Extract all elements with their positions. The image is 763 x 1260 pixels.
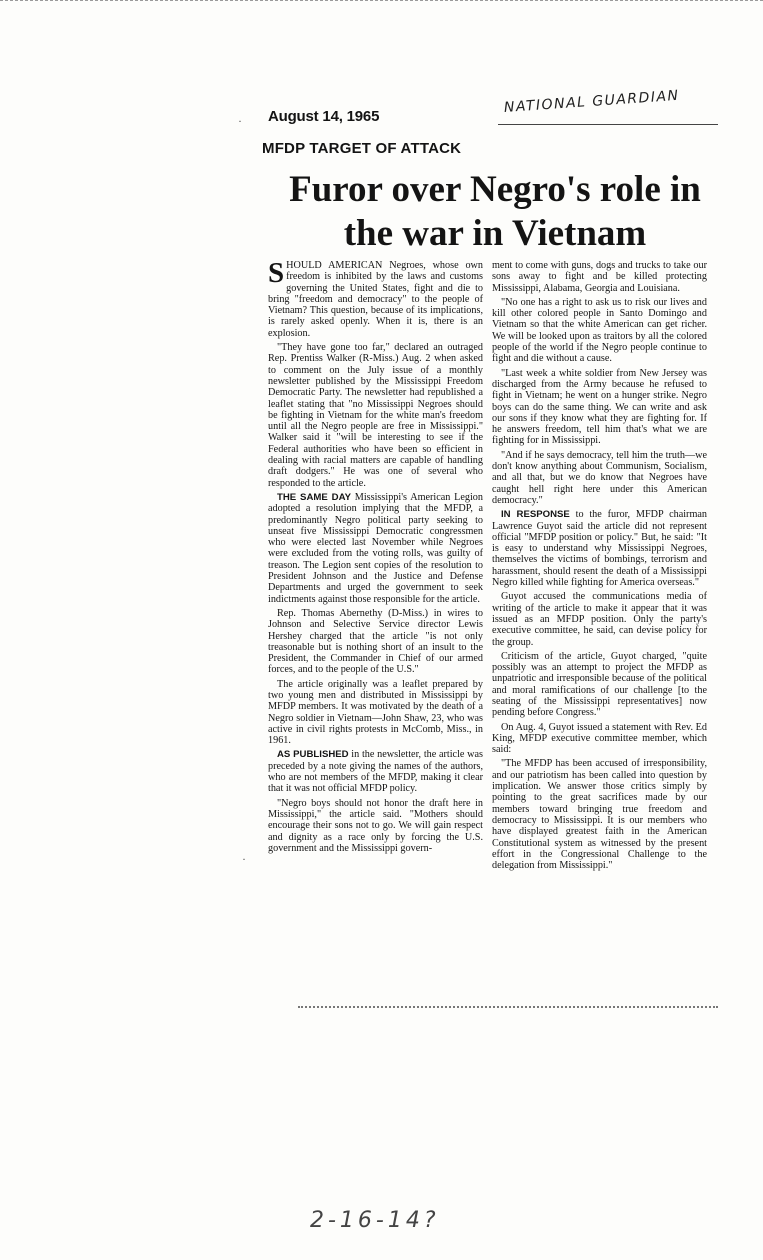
clipping-date: August 14, 1965 bbox=[268, 108, 380, 125]
article-paragraph: "The MFDP has been accused of irresponsibility, and our patriotism has been called into question by implication. We answer those critics simply by pointing to the great sacrifices made by our members toward bringing true freedom and democracy to Mississippi. It is our members who have displayed greatest faith in the American Constitutional system as witnessed by the present effort in the Congressional Challenge to the delegation from Mississippi." bbox=[492, 758, 707, 872]
article-paragraph: SHOULD AMERICAN Negroes, whose own freedom is inhibited by the laws and customs governing the United States, fight and die to bring "freedom and democracy" to the people of Vietnam? This question, because of its implications, is rarely asked openly. When it is, there is an explosion. bbox=[268, 257, 483, 339]
article-paragraph: Guyot accused the communications media of writing of the article to make it appear that it was issued as an MFDP position. Only the party's executive committee, he said, can devise policy for the group. bbox=[492, 591, 707, 648]
headline: Furor over Negro's role in the war in Vietnam bbox=[289, 169, 701, 254]
article-paragraph: "They have gone too far," declared an outraged Rep. Prentiss Walker (R-Miss.) Aug. 2 when asked to comment on the July issue of a monthly newsletter published by the Mississippi Freedom Democratic Party. The newsletter had republished a leaflet stating that "no Mississippi Negroes should be fighting in Vietnam for the white man's freedom until all the Negro people are free in Mississippi." Walker said it "will be interesting to see if the Federal authorities who have been so efficient in dealing with racial matters are capable of handling draft dodgers." He was one of several who responded to the article. bbox=[268, 342, 483, 489]
article-paragraph: Criticism of the article, Guyot charged, "quite possibly was an attempt to project the MFDP as unpatriotic and irresponsible because of the political and moral ramifications of our challenge [to the seating of the Mississippi representatives] now pending before Congress." bbox=[492, 650, 707, 719]
article-paragraph: Rep. Thomas Abernethy (D-Miss.) in wires to Johnson and Selective Service director Lewis Hershey charged that the article "is not only treasonable but is nothing short of an insult to the President, the Commander in Chief of our armed forces, and to the people of the U.S." bbox=[268, 607, 483, 676]
section-lead: AS PUBLISHED bbox=[277, 749, 349, 761]
clipping-bottom-rule bbox=[298, 1006, 718, 1008]
publication-handwritten-label: NATIONAL GUARDIAN bbox=[503, 87, 681, 116]
kicker-label: MFDP TARGET OF ATTACK bbox=[262, 140, 462, 157]
handwritten-number: 2-16-14? bbox=[310, 1208, 440, 1233]
crop-mark: · bbox=[242, 852, 246, 866]
article-paragraph: IN RESPONSE to the furor, MFDP chairman Lawrence Guyot said the article did not represent official "MFDP position or policy." But, he said: "It is easy to understand why Mississippi Negroes, themselves the victims of bombings, terrorism and harassment, should resent the death of a Mississippi Negro killed while fighting for America overseas." bbox=[492, 509, 707, 589]
article-paragraph: "Last week a white soldier from New Jersey was discharged from the Army because he refused to fight in Vietnam; he went on a hunger strike. Negro boys can do the same thing. We can write and ask our sons if they know what they are fighting for. If he answers freedom, tell him that's what we are fighting for in Mississippi. bbox=[492, 367, 707, 447]
drop-cap: S bbox=[268, 257, 285, 289]
section-lead: THE SAME DAY bbox=[277, 491, 352, 503]
article-left-column bbox=[268, 257, 483, 857]
article-paragraph: AS PUBLISHED in the newsletter, the article was preceded by a note giving the names of the authors, who are not members of the MFDP, making it clear that it was not official MFDP policy. bbox=[268, 749, 483, 795]
article-paragraph: "No one has a right to ask us to risk our lives and kill other colored people in Santo Domingo and Vietnam so that the white American can get richer. We will be looked upon as traitors by all the colored people of the world if the Negro people continue to fight and die without a cause. bbox=[492, 296, 707, 365]
article-paragraph: On Aug. 4, Guyot issued a statement with Rev. Ed King, MFDP executive committee member, which said: bbox=[492, 721, 707, 756]
crop-mark: · bbox=[238, 114, 242, 128]
article-paragraph: ment to come with guns, dogs and trucks to take our sons away to fight and be killed protecting Mississippi, Alabama, Georgia and Louisiana. bbox=[492, 260, 707, 294]
article-paragraph: "And if he says democracy, tell him the truth—we don't know anything about Communism, Socialism, and all that, but we do know that Negroes have caught hell right here under this American democracy." bbox=[492, 449, 707, 506]
newspaper-clipping bbox=[258, 87, 718, 1015]
article-paragraph: "Negro boys should not honor the draft here in Mississippi," the article said. "Mothers should encourage their sons not to go. We will gain respect and dignity as a race only by forcing the U.S. government and the Mississippi govern- bbox=[268, 797, 483, 854]
article-paragraph: THE SAME DAY Mississippi's American Legion adopted a resolution implying that the MFDP, a predominantly Negro political party seeking to unseat five Mississippi Democratic congressmen who were elected last November while Negroes were excluded from the voting rolls, was guilty of treason. The Legion sent copies of the resolution to President Johnson and the Justice and Defense Departments and urged the government to seek indictments against those responsible for the article. bbox=[268, 491, 483, 605]
article-paragraph: The article originally was a leaflet prepared by two young men and distributed in Mississippi by MFDP members. It was motivated by the death of a Negro soldier in Vietnam—John Shaw, 23, who was active in civil rights protests in McComb, Miss., in 1961. bbox=[268, 678, 483, 747]
section-lead: IN RESPONSE bbox=[501, 509, 570, 521]
publication-underline bbox=[498, 124, 718, 125]
article-right-column bbox=[492, 260, 707, 874]
page-top-edge bbox=[0, 0, 763, 7]
